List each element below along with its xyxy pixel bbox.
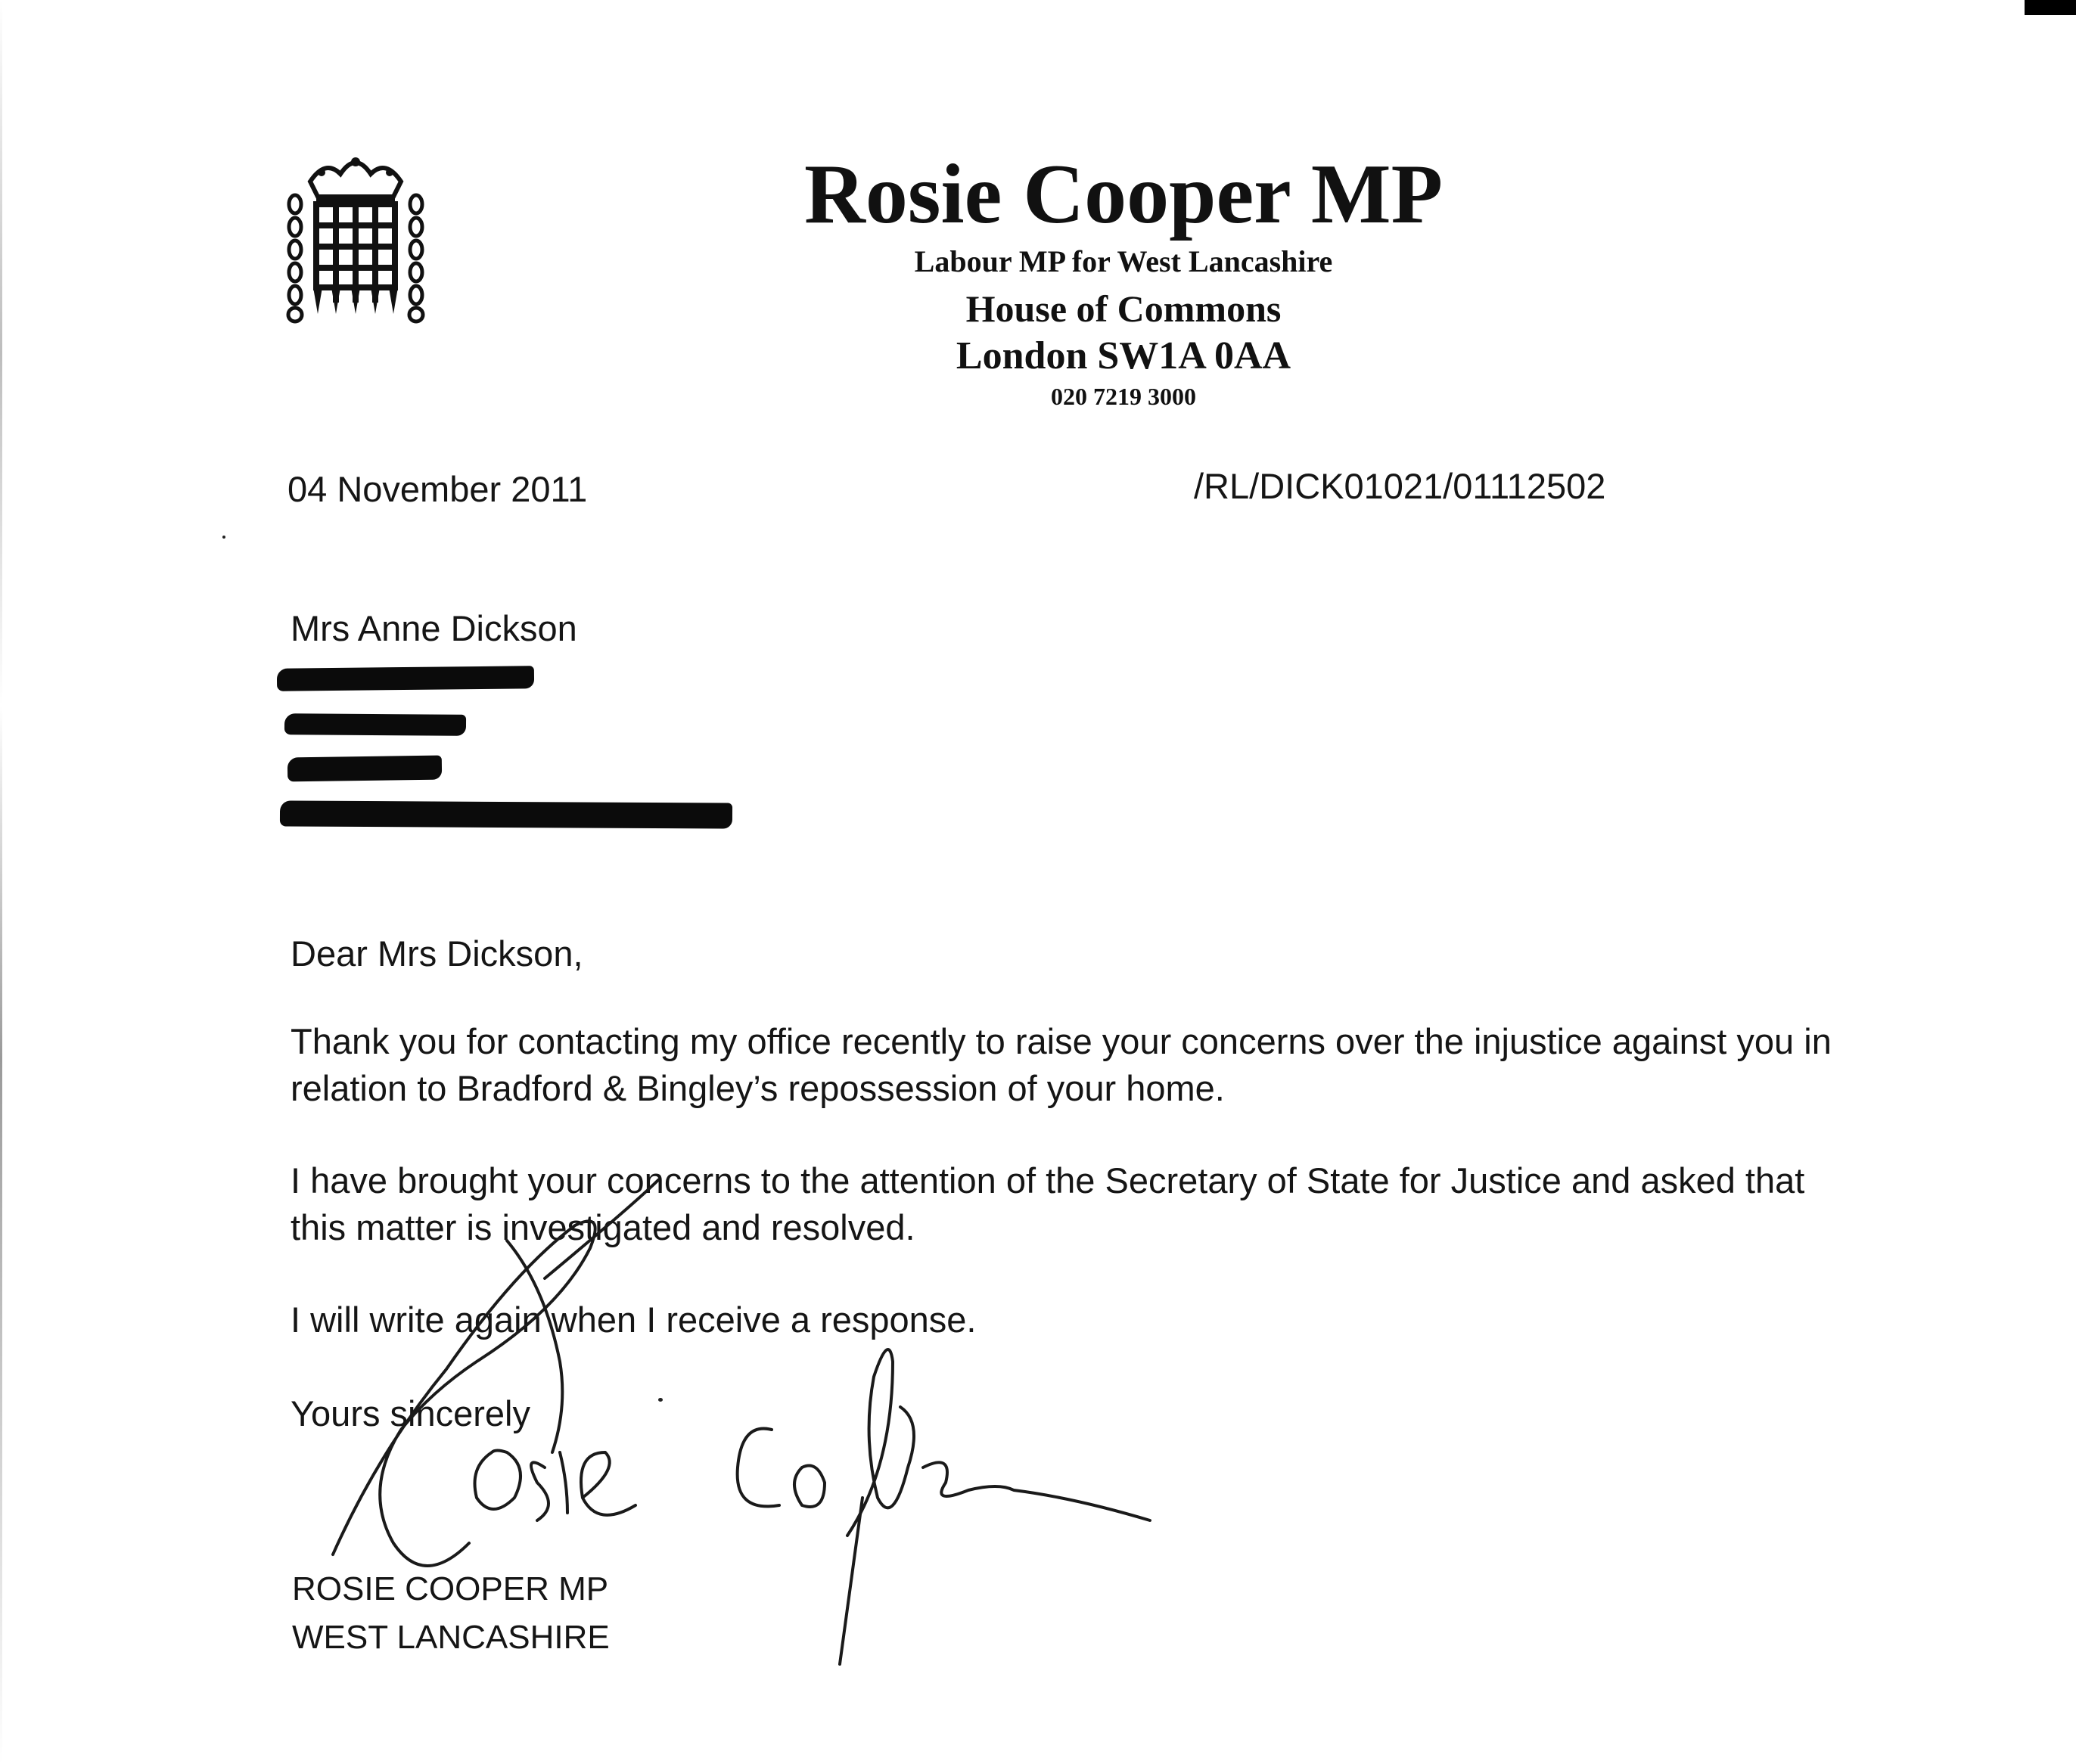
letter-reference: /RL/DICK01021/01112502 <box>1194 466 1606 506</box>
redacted-address-line <box>280 800 732 828</box>
redacted-address-line <box>287 756 442 782</box>
signatory-name: ROSIE COOPER MP <box>292 1570 609 1607</box>
paragraph-2-line-2: this matter is investigated and resolved. <box>291 1207 915 1247</box>
redacted-address-line <box>277 666 534 691</box>
salutation: Dear Mrs Dickson, <box>291 933 583 974</box>
paragraph-1 <box>291 1018 1832 1112</box>
addressee-name: Mrs Anne Dickson <box>291 608 577 648</box>
letterhead-phone: 020 7219 3000 <box>1051 383 1196 410</box>
paragraph-3: I will write again when I receive a response. <box>291 1300 977 1340</box>
paragraph-1-line-1: Thank you for contacting my office recently to raise your concerns over the injustice against you in <box>291 1021 1832 1061</box>
scan-edge-line <box>0 0 2 1764</box>
scan-edge-artifact <box>2025 0 2076 15</box>
letterhead-name: Rosie Cooper MP <box>804 148 1443 241</box>
portcullis-icon <box>280 151 431 325</box>
redacted-address-line <box>284 713 466 736</box>
letterhead-house: House of Commons <box>965 287 1282 330</box>
paragraph-1-line-2: relation to Bradford & Bingley’s repossession of your home. <box>291 1068 1225 1108</box>
signatory-constituency: WEST LANCASHIRE <box>292 1619 610 1656</box>
scan-speck <box>222 536 225 539</box>
closing: Yours sincerely <box>291 1393 530 1433</box>
letterhead-party-line: Labour MP for West Lancashire <box>914 244 1333 278</box>
letter-date: 04 November 2011 <box>287 469 588 509</box>
paragraph-2-line-1: I have brought your concerns to the attention of the Secretary of State for Justice and asked that <box>291 1160 1805 1200</box>
letterhead-address: London SW1A 0AA <box>956 334 1291 377</box>
